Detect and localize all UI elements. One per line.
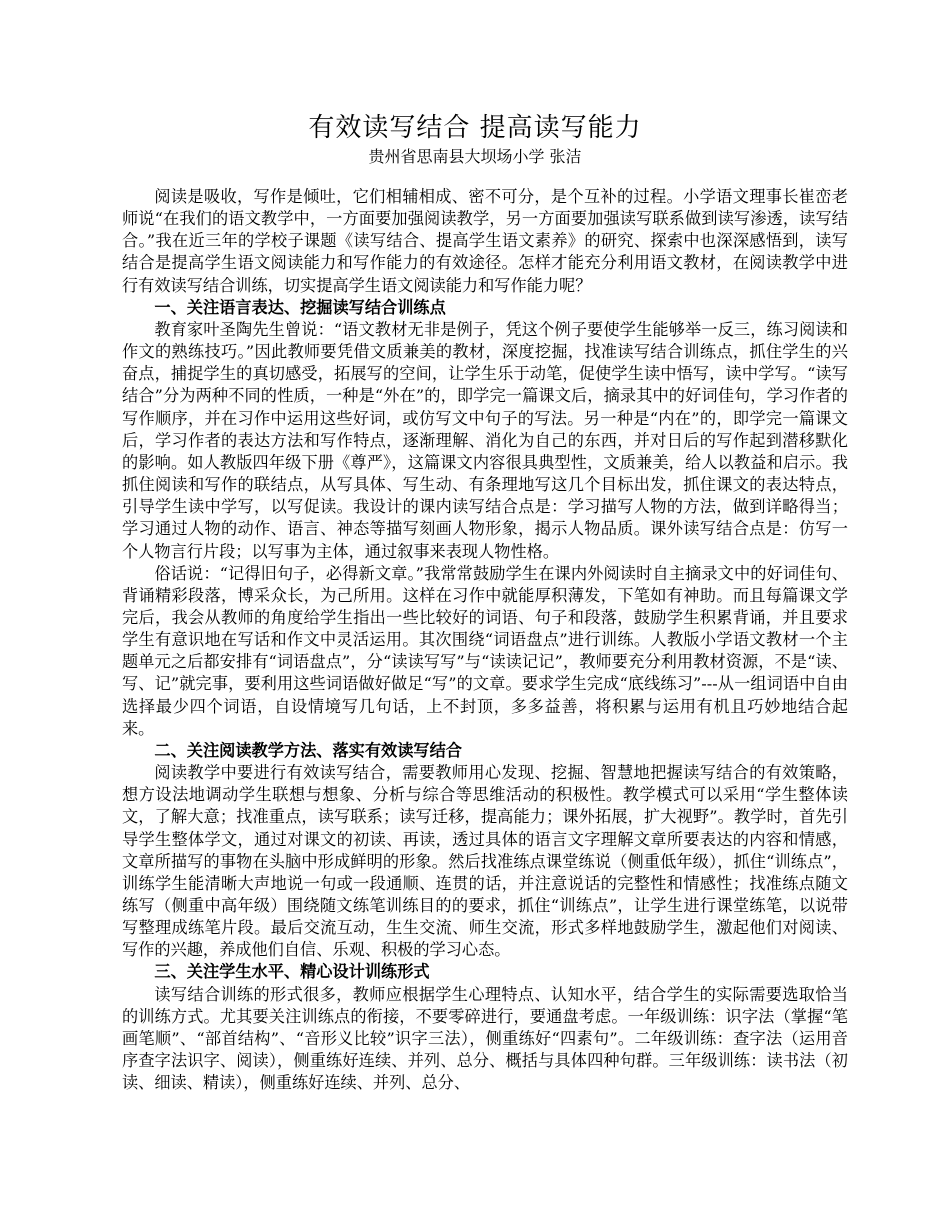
- section-1-paragraph-1: 教育家叶圣陶先生曾说：“语文教材无非是例子，凭这个例子要使学生能够举一反三，练习阅读和作文的熟练技巧。”因此教师要凭借文质兼美的教材，深度挖掘，找准读写结合训练点，抓住学生的兴奋点，捕捉学生的真切感受，拓展写的空间，让学生乐于动笔，促使学生读中悟写，读中学写。“读写结合”分为两种不同的性质，一种是“外在”的，即学完一篇课文后，摘录其中的好词佳句，学习作者的写作顺序，并在习作中运用这些好词，或仿写文中句子的写法。另一种是“内在”的，即学完一篇课文后，学习作者的表达方法和写作特点，逐渐理解、消化为自己的东西，并对日后的写作起到潜移默化的影响。如人教版四年级下册《尊严》，这篇课文内容很具典型性，文质兼美，给人以教益和启示。我抓住阅读和写作的联结点，从写具体、写生动、有条理地写这几个目标出发，抓住课文的表达特点，引导学生读中学写，以写促读。我设计的课内读写结合点是：学习描写人物的方法，做到详略得当；学习通过人物的动作、语言、神态等描写刻画人物形象，揭示人物品质。课外读写结合点是：仿写一个人物言行片段；以写事为主体，通过叙事来表现人物性格。: [122, 319, 848, 561]
- section-3-paragraph-1: 读写结合训练的形式很多，教师应根据学生心理特点、认知水平，结合学生的实际需要选取恰当的训练方式。尤其要关注训练点的衔接，不要零碎进行，要通盘考虑。一年级训练：识字法（掌握“笔画笔顺”、“部首结构”、“音形义比较”识字三法），侧重练好“四素句”。二年级训练：查字法（运用音序查字法识字、阅读），侧重练好连续、并列、总分、概括与具体四种句群。三年级训练：读书法（初读、细读、精读），侧重练好连续、并列、总分、: [122, 984, 848, 1093]
- section-2-heading: 二、关注阅读教学方法、落实有效读写结合: [154, 740, 462, 760]
- intro-paragraph: 阅读是吸收，写作是倾吐，它们相辅相成、密不可分，是个互补的过程。小学语文理事长崔峦老师说“在我们的语文教学中，一方面要加强阅读教学，另一方面要加强读写联系做到读写渗透，读写结合。”我在近三年的学校子课题《读写结合、提高学生语文素养》的研究、探索中也深深感悟到，读写结合是提高学生语文阅读能力和写作能力的有效途径。怎样才能充分利用语文教材，在阅读教学中进行有效读写结合训练，切实提高学生语文阅读能力和写作能力呢？: [122, 187, 848, 295]
- author-line: 贵州省思南县大坝场小学 张洁: [368, 147, 582, 166]
- section-1-heading: 一、关注语言表达、挖掘读写结合训练点: [154, 297, 446, 317]
- section-3-heading: 三、关注学生水平、精心设计训练形式: [154, 962, 430, 982]
- document-body: [122, 186, 848, 1094]
- section-2-paragraph-1: 阅读教学中要进行有效读写结合，需要教师用心发现、挖掘、智慧地把握读写结合的有效策略，想方设法地调动学生联想与想象、分析与综合等思维活动的积极性。教学模式可以采用“学生整体读文，了解大意；找准重点，读写联系；读写迁移，提高能力；课外拓展，扩大视野”。教学时，首先引导学生整体学文，通过对课文的初读、再读，透过具体的语言文字理解文章所要表达的内容和情感，文章所描写的事物在头脑中形成鲜明的形象。然后找准练点课堂练说（侧重低年级），抓住“训练点”，训练学生能清晰大声地说一句或一段通顺、连贯的话，并注意说话的完整性和情感性；找准练点随文练写（侧重中高年级）围绕随文练笔训练目的的要求，抓住“训练点”，让学生进行课堂练笔，以说带写整理成练笔片段。最后交流互动，生生交流、师生交流，形式多样地鼓励学生，激起他们对阅读、写作的兴趣，养成他们自信、乐观、积极的学习心态。: [122, 763, 848, 960]
- document-title: 有效读写结合 提高读写能力: [308, 113, 642, 143]
- section-1-paragraph-2: 俗话说：“记得旧句子，必得新文章。”我常常鼓励学生在课内外阅读时自主摘录文中的好词佳句、背诵精彩段落，博采众长，为己所用。这样在习作中就能厚积薄发，下笔如有神助。而且每篇课文学完后，我会从教师的角度给学生指出一些比较好的词语、句子和段落，鼓励学生积累背诵，并且要求学生有意识地在写话和作文中灵活运用。其次围绕“词语盘点”进行训练。人教版小学语文教材一个主题单元之后都安排有“词语盘点”，分“读读写写”与“读读记记”，教师要充分利用教材资源，不是“读、写、记”就完事，要利用这些词语做好做足“写”的文章。要求学生完成“底线练习”---从一组词语中自由选择最少四个词语，自设情境写几句话，上不封顶，多多益善，将积累与运用有机且巧妙地结合起来。: [122, 563, 848, 738]
